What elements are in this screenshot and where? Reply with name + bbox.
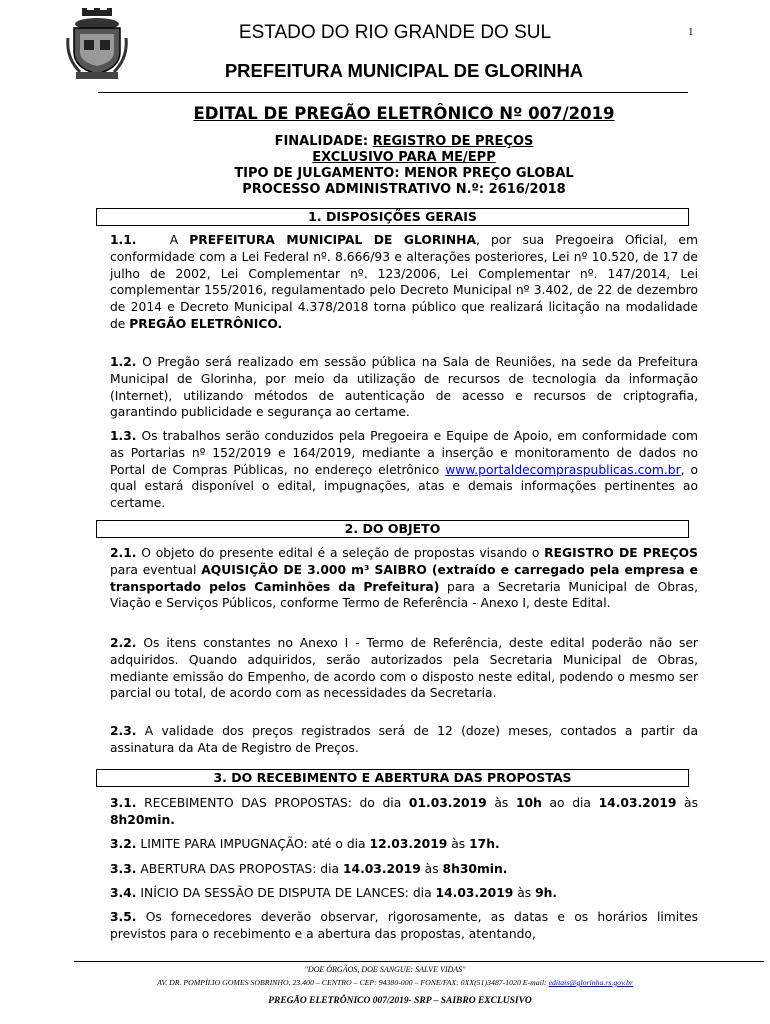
text: Os trabalhos serão conduzidos pela Pregoeira e Equipe de Apoio, em conformidade com as Portarias nº 152/2019 e 164/2019, mediante a inserção e monitoramento de dados no Portal de Compras Públicas, no endereço eletrônico (110, 429, 698, 477)
text: INÍCIO DA SESSÃO DE DISPUTA DE LANCES: dia (140, 886, 436, 900)
paragraph-3-2 (110, 836, 698, 853)
item-number: 3.3. (110, 862, 137, 876)
time: 9h. (535, 886, 558, 900)
text: Os fornecedores deverão observar, rigorosamente, as datas e os horários limites previstos para o recebimento e a abertura das propostas, atentando, (110, 910, 698, 941)
exclusivo-line: EXCLUSIVO PARA ME/EPP (312, 150, 496, 165)
paragraph-3-1 (110, 795, 698, 829)
portal-link[interactable]: www.portaldecompraspublicas.com.br (445, 462, 681, 477)
time: 8h30min. (442, 862, 508, 876)
paragraph-1-3 (110, 428, 698, 512)
text: às (486, 796, 516, 810)
date: 14.03.2019 (342, 862, 421, 876)
finalidade-value: REGISTRO DE PREÇOS (372, 134, 534, 149)
item-number: 3.4. (110, 886, 137, 900)
text: O objeto do presente edital é a seleção de propostas visando o (141, 546, 545, 560)
item-number: 3.1. (110, 796, 137, 810)
item-number: 1.1. (110, 233, 137, 247)
footer-document-id: PREGÃO ELETRÔNICO 007/2019- SRP – SAIBRO EXCLUSIVO (268, 996, 532, 1006)
item-number: 3.2. (110, 837, 137, 851)
bold-text: PREGÃO ELETRÔNICO. (129, 316, 283, 331)
section-3-header: 3. DO RECEBIMENTO E ABERTURA DAS PROPOSTAS (96, 769, 689, 787)
item-number: 3.5. (110, 910, 137, 924)
date: 12.03.2019 (369, 837, 448, 851)
text: LIMITE PARA IMPUGNAÇÃO: até o dia (140, 837, 370, 851)
paragraph-3-5 (110, 909, 698, 943)
date: 14.03.2019 (435, 886, 514, 900)
page-number: 1 (688, 26, 694, 38)
bold-text: AQUISIÇÃO DE 3.000 m³ SAIBRO (extraído e carregado pela empresa e transportado pelos Caminhões da Prefeitura) (110, 562, 698, 594)
text: , por sua Pregoeira Oficial, em conformidade com a Lei Federal nº. 8.666/93 e alterações posteriores, Lei nº 10.520, de 17 de julho de 2002, Lei Complementar nº. 123/2006, Lei Complementar nº. 147/2014, Lei complementar 155/2016, regulamentado pelo Decreto Municipal nº 3.402, de 22 de dezembro de 2014 e Decreto Municipal 4.378/2018 torna público que realizará licitação na modalidade de (110, 233, 698, 331)
paragraph-2-1 (110, 545, 698, 612)
text: ao dia (541, 796, 599, 810)
paragraph-1-1 (110, 232, 698, 333)
footer-address (0, 978, 770, 987)
processo-line: PROCESSO ADMINISTRATIVO N.º: 2616/2018 (242, 182, 566, 197)
item-number: 2.1. (110, 546, 137, 560)
text: às (420, 862, 443, 876)
text: ABERTURA DAS PROPOSTAS: dia (140, 862, 343, 876)
bold-text: REGISTRO DE PREÇOS (544, 546, 698, 560)
address-text: AV. DR. POMPÍLIO GOMES SOBRINHO, 23.400 – CENTRO – CEP: 94380-000 – FONE/FAX: 0XX(51)3487-1020 E-mail: (157, 978, 549, 987)
item-number: 1.3. (110, 429, 137, 443)
finalidade-line (0, 134, 770, 149)
paragraph-3-3 (110, 861, 698, 878)
finalidade-label: FINALIDADE: (274, 134, 373, 149)
time: 17h. (469, 837, 500, 851)
item-number: 1.2. (110, 355, 137, 369)
footer-divider (74, 961, 764, 962)
text: às (447, 837, 470, 851)
text: para eventual (110, 562, 202, 577)
document-title: EDITAL DE PREGÃO ELETRÔNICO Nº 007/2019 (193, 104, 615, 123)
text: para a Secretaria Municipal de Obras, Viação e Serviços Públicos, conforme Termo de Referência - Anexo I, deste Edital. (110, 579, 698, 611)
item-number: 2.3. (110, 724, 137, 738)
state-name: ESTADO DO RIO GRANDE DO SUL (238, 22, 552, 43)
paragraph-1-2 (110, 354, 698, 421)
item-number: 2.2. (110, 636, 137, 650)
prefeitura-name: PREFEITURA MUNICIPAL DE GLORINHA (224, 60, 584, 81)
section-1-header: 1. DISPOSIÇÕES GERAIS (96, 208, 689, 226)
text: O Pregão será realizado em sessão pública na Sala de Reuniões, na sede da Prefeitura Municipal de Glorinha, por meio da utilização de recursos de tecnologia da informação (Internet), utilizando métodos de autenticação de acesso e recursos de criptografia, garantindo publicidade e segurança ao certame. (110, 355, 698, 420)
date: 01.03.2019 (408, 796, 487, 810)
email-link[interactable]: editais@glorinha.rs.gov.br (548, 978, 633, 987)
time: 8h20min. (110, 812, 175, 827)
paragraph-2-2 (110, 635, 698, 702)
footer-motto: "DOE ÓRGÃOS, DOE SANGUE: SALVE VIDAS" (304, 965, 466, 974)
bold-text: PREFEITURA MUNICIPAL DE GLORINHA (189, 233, 476, 247)
paragraph-2-3 (110, 723, 698, 757)
time: 10h (515, 796, 542, 810)
paragraph-3-4 (110, 885, 698, 902)
tipo-julgamento-line: TIPO DE JULGAMENTO: MENOR PREÇO GLOBAL (234, 166, 574, 181)
text: A validade dos preços registrados será de 12 (doze) meses, contados a partir da assinatura da Ata de Registro de Preços. (110, 724, 699, 755)
text: Os itens constantes no Anexo I - Termo de Referência, deste edital poderão não ser adquiridos. Quando adquiridos, serão autorizados pela Secretaria Municipal de Obras, mediante emissão do Empenho, de acordo com o disposto neste edital, podendo o mesmo ser parcial ou total, de acordo com as necessidades da Secretaria. (110, 636, 698, 701)
text: A (169, 233, 190, 247)
text: , o qual estará disponível o edital, impugnações, atas e demais informações pertinentes ao certame. (110, 462, 699, 511)
section-2-header: 2. DO OBJETO (96, 520, 689, 538)
date: 14.03.2019 (598, 796, 677, 810)
text: às (676, 796, 698, 810)
header-divider (98, 92, 688, 93)
text: às (513, 886, 536, 900)
text: RECEBIMENTO DAS PROPOSTAS: do dia (144, 796, 409, 810)
